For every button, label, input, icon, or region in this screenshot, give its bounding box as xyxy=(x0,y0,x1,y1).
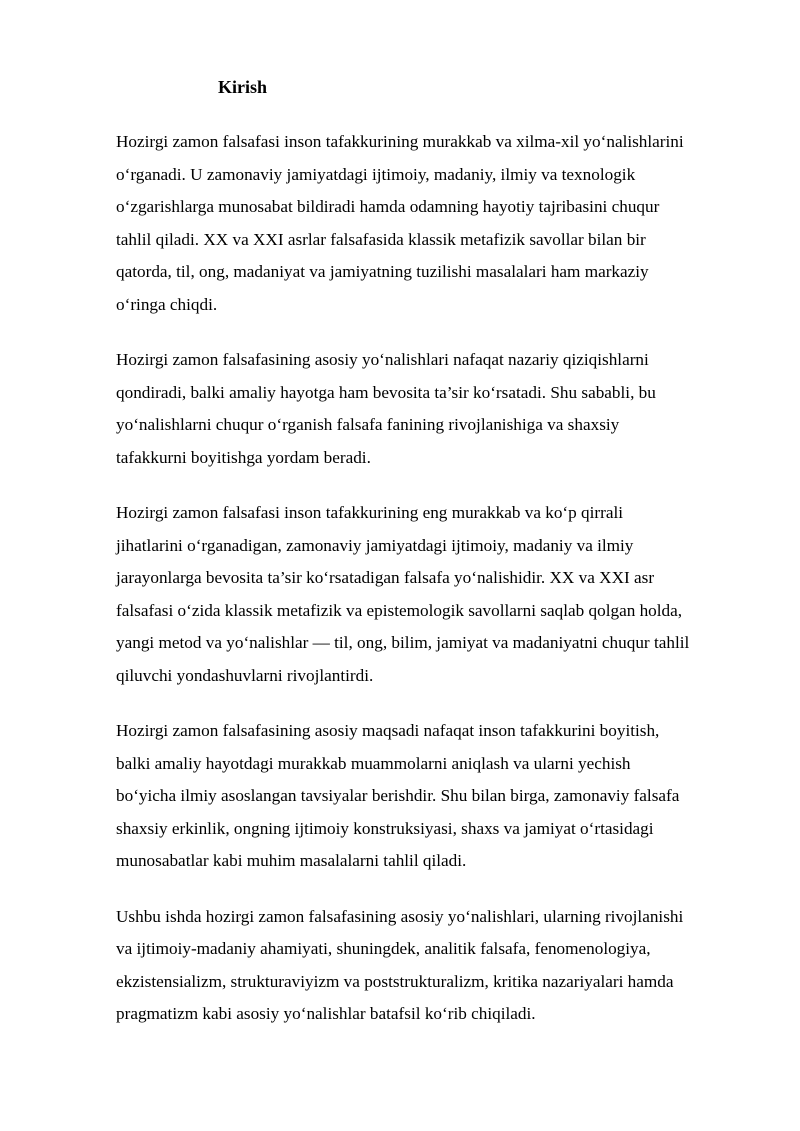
section-heading: Kirish xyxy=(218,77,268,97)
text-line: qatorda, til, ong, madaniyat va jamiyatning tuzilishi masalalari ham markaziy xyxy=(116,262,649,281)
text-line: bo‘yicha ilmiy asoslangan tavsiyalar berishdir. Shu bilan birga, zamonaviy falsafa xyxy=(116,786,680,805)
text-line: pragmatizm kabi asosiy yo‘nalishlar batafsil ko‘rib chiqiladi. xyxy=(116,1004,536,1023)
text-line: va ijtimoiy-madaniy ahamiyati, shuningdek, analitik falsafa, fenomenologiya, xyxy=(116,939,651,958)
text-line: tafakkurni boyitishga yordam beradi. xyxy=(116,447,371,467)
text-line: munosabatlar kabi muhim masalalarni tahlil qiladi. xyxy=(116,851,467,870)
text-line: tahlil qiladi. XX va XXI asrlar falsafasida klassik metafizik savollar bilan bir xyxy=(116,229,646,249)
text-line: qondiradi, balki amaliy hayotga ham bevosita ta’sir ko‘rsatadi. Shu sababli, bu xyxy=(116,382,656,402)
paragraph-5 xyxy=(116,901,756,1031)
text-line: yo‘nalishlarni chuqur o‘rganish falsafa fanining rivojlanishiga va shaxsiy xyxy=(116,415,620,434)
text-line: Hozirgi zamon falsafasi inson tafakkurining murakkab va xilma-xil yo‘nalishlarini xyxy=(116,132,684,151)
text-line: qiluvchi yondashuvlarni rivojlantirdi. xyxy=(116,665,374,685)
text-line: jarayonlarga bevosita ta’sir ko‘rsatadigan falsafa yo‘nalishidir. XX va XXI asr xyxy=(116,568,655,587)
paragraph-1 xyxy=(116,126,756,321)
text-line: balki amaliy hayotdagi murakkab muammolarni aniqlash va ularni yechish xyxy=(116,753,631,773)
body-text xyxy=(116,126,756,1054)
text-line: o‘zgarishlarga munosabat bildiradi hamda odamning hayotiy tajribasini chuqur xyxy=(116,197,660,216)
paragraph-2 xyxy=(116,344,756,474)
text-line: Ushbu ishda hozirgi zamon falsafasining asosiy yo‘nalishlari, ularning rivojlanishi xyxy=(116,906,684,926)
text-line: shaxsiy erkinlik, ongning ijtimoiy konstruksiyasi, shaxs va jamiyat o‘rtasidagi xyxy=(116,818,654,838)
paragraph-3 xyxy=(116,497,756,692)
text-line: ekzistensializm, strukturaviyizm va poststrukturalizm, kritika nazariyalari hamda xyxy=(116,971,674,991)
text-line: yangi metod va yo‘nalishlar — til, ong, bilim, jamiyat va madaniyatni chuqur tahlil xyxy=(116,633,690,652)
text-line: jihatlarini o‘rganadigan, zamonaviy jamiyatdagi ijtimoiy, madaniy va ilmiy xyxy=(116,535,634,555)
text-line: o‘rganadi. U zamonaviy jamiyatdagi ijtimoiy, madaniy, ilmiy va texnologik xyxy=(116,164,636,184)
text-line: falsafasi o‘zida klassik metafizik va epistemologik savollarni saqlab qolgan holda, xyxy=(116,600,683,620)
paragraph-4 xyxy=(116,715,756,878)
text-line: Hozirgi zamon falsafasining asosiy yo‘nalishlari nafaqat nazariy qiziqishlarni xyxy=(116,350,649,369)
text-line: Hozirgi zamon falsafasi inson tafakkurining eng murakkab va ko‘p qirrali xyxy=(116,503,624,522)
text-line: o‘ringa chiqdi. xyxy=(116,294,218,314)
text-line: Hozirgi zamon falsafasining asosiy maqsadi nafaqat inson tafakkurini boyitish, xyxy=(116,721,660,740)
